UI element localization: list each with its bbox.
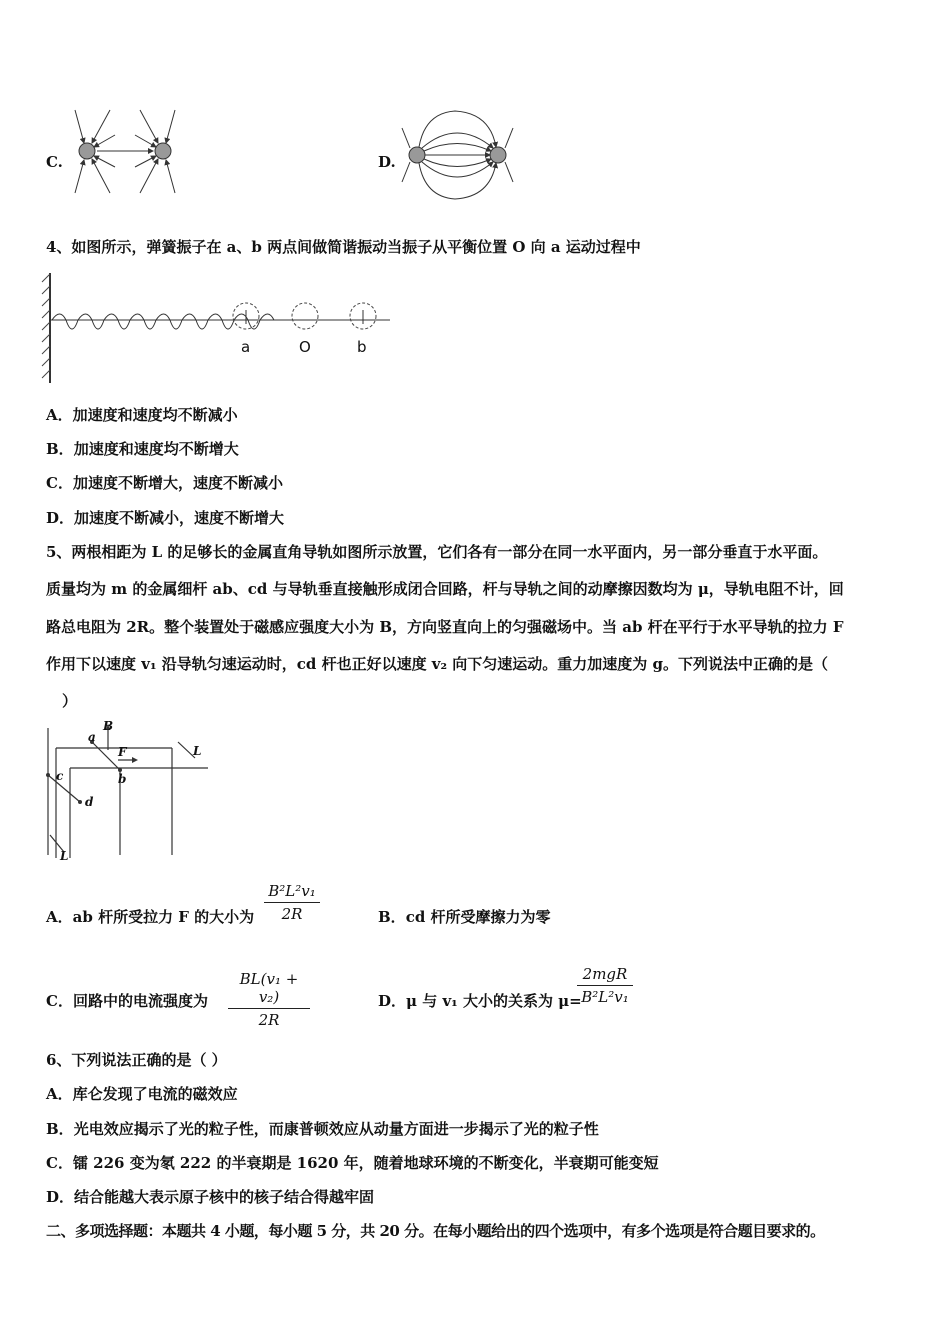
q5-option-d[interactable]: D．μ 与 v₁ 大小的关系为 μ= (378, 992, 582, 1010)
option-c-label: C. (46, 153, 63, 171)
q4-option-c[interactable]: C．加速度不断增大，速度不断减小 (46, 474, 283, 492)
q5-stem-line-3: 路总电阻为 2R。整个装置处于磁感应强度大小为 B，方向竖直向上的匀强磁场中。当 ab 杆在平行于水平导轨的拉力 F (46, 618, 844, 636)
rails-label-a: a (88, 730, 96, 744)
q4-option-b[interactable]: B．加速度和速度均不断增大 (46, 440, 239, 458)
q5-option-a[interactable]: A．ab 杆所受拉力 F 的大小为 (46, 908, 255, 926)
q5-option-a-numerator: B²L²v₁ (268, 882, 316, 900)
q6-option-c[interactable]: C．镭 226 变为氡 222 的半衰期是 1620 年，随着地球环境的不断变化，半衰期可能变短 (46, 1154, 659, 1172)
option-d-label: D. (378, 153, 396, 171)
q5-option-c-numerator: BL(v₁ + v₂) (239, 970, 299, 1006)
q4-stem: 4、如图所示，弹簧振子在 a、b 两点间做简谐振动当振子从平衡位置 O 向 a 运动过程中 (46, 238, 641, 256)
q5-option-d-denominator: B²L²v₁ (581, 988, 629, 1006)
q5-option-c-denominator: 2R (258, 1011, 280, 1029)
section-2-heading: 二、多项选择题：本题共 4 小题，每小题 5 分，共 20 分。在每小题给出的四个选项中，有多个选项是符合题目要求的。 (46, 1222, 825, 1240)
q5-option-d-fraction (577, 965, 633, 1006)
field-lines-figure-d (400, 108, 515, 198)
q5-option-a-denominator: 2R (281, 905, 303, 923)
q6-option-b[interactable]: B．光电效应揭示了光的粒子性，而康普顿效应从动量方面进一步揭示了光的粒子性 (46, 1120, 599, 1138)
rails-label-b: b (118, 772, 127, 786)
spring-oscillator-figure (40, 268, 400, 388)
rails-label-l-top: L (193, 744, 202, 758)
q5-option-c[interactable]: C．回路中的电流强度为 (46, 992, 208, 1010)
q5-stem-line-5: ） (62, 692, 78, 710)
rails-label-b-field: B (103, 719, 114, 733)
figure-label-a: a (241, 338, 251, 356)
q6-stem: 6、下列说法正确的是（ ） (46, 1051, 227, 1069)
q6-option-d[interactable]: D．结合能越大表示原子核中的核子结合得越牢固 (46, 1188, 375, 1206)
q5-option-a-fraction (264, 882, 320, 923)
q5-stem-line-4: 作用下以速度 v₁ 沿导轨匀速运动时，cd 杆也正好以速度 v₂ 向下匀速运动。重力加速度为 g。下列说法中正确的是（ (46, 655, 829, 673)
q4-option-d[interactable]: D．加速度不断减小，速度不断增大 (46, 509, 285, 527)
figure-label-b: b (357, 338, 367, 356)
rails-label-d: d (85, 795, 94, 809)
q5-stem-line-1: 5、两根相距为 L 的足够长的金属直角导轨如图所示放置，它们各有一部分在同一水平面内，另一部分垂直于水平面。 (46, 543, 828, 561)
rails-label-l-bottom: L (60, 849, 69, 863)
q5-option-c-fraction (228, 970, 310, 1029)
field-lines-figure-c (70, 105, 190, 200)
figure-label-o: O (299, 338, 311, 356)
rails-label-f: F (118, 745, 127, 759)
rails-label-c: c (56, 769, 64, 783)
q4-option-a[interactable]: A．加速度和速度均不断减小 (46, 406, 238, 424)
q6-option-a[interactable]: A．库仑发现了电流的磁效应 (46, 1085, 238, 1103)
q5-stem-line-2: 质量均为 m 的金属细杆 ab、cd 与导轨垂直接触形成闭合回路，杆与导轨之间的动摩擦因数均为 μ，导轨电阻不计，回 (46, 580, 844, 598)
rails-figure (40, 720, 220, 865)
q5-option-d-numerator: 2mgR (582, 965, 628, 983)
q5-option-b[interactable]: B．cd 杆所受摩擦力为零 (378, 908, 551, 926)
